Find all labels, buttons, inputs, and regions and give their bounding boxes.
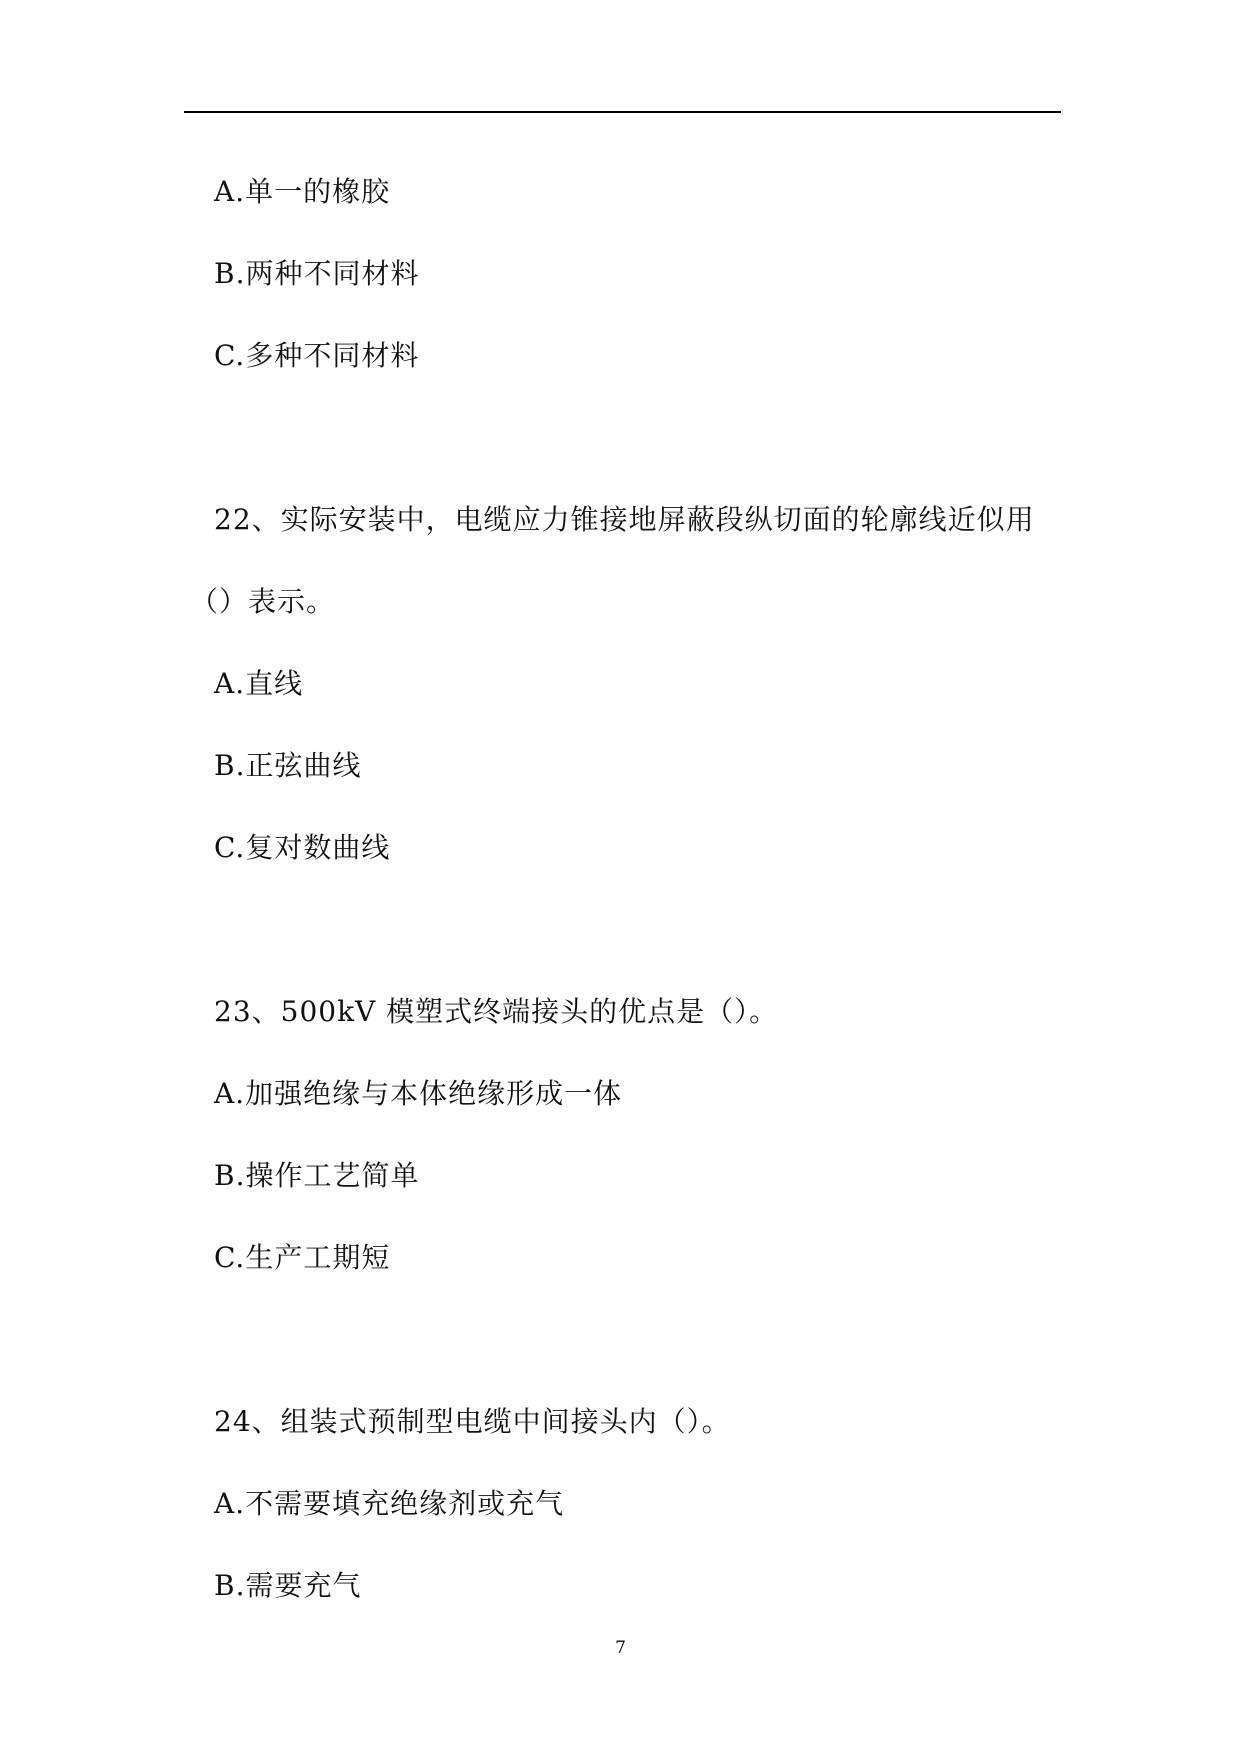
q23-option-b: B.操作工艺简单 [214,1159,420,1192]
q23-stem: 23、500kV 模塑式终端接头的优点是（）。 [214,995,779,1028]
q22-option-b: B.正弦曲线 [214,749,362,782]
q23-option-a: A.加强绝缘与本体绝缘形成一体 [214,1077,623,1110]
header-rule [184,111,1061,113]
q24-option-a: A.不需要填充绝缘剂或充气 [214,1487,565,1520]
q21-option-c: C.多种不同材料 [214,339,420,372]
q21-option-a: A.单一的橡胶 [214,175,391,208]
q22-stem-line1: 22、实际安装中，电缆应力锥接地屏蔽段纵切面的轮廓线近似用 [214,503,1035,536]
q24-option-b: B.需要充气 [214,1569,362,1602]
q22-option-c: C.复对数曲线 [214,831,391,864]
page-number: 7 [615,1638,626,1658]
q23-option-c: C.生产工期短 [214,1241,391,1274]
q24-stem: 24、组装式预制型电缆中间接头内（）。 [214,1405,731,1438]
q21-option-b: B.两种不同材料 [214,257,420,290]
q22-stem-line2: （）表示。 [190,585,336,618]
q22-option-a: A.直线 [214,667,304,700]
